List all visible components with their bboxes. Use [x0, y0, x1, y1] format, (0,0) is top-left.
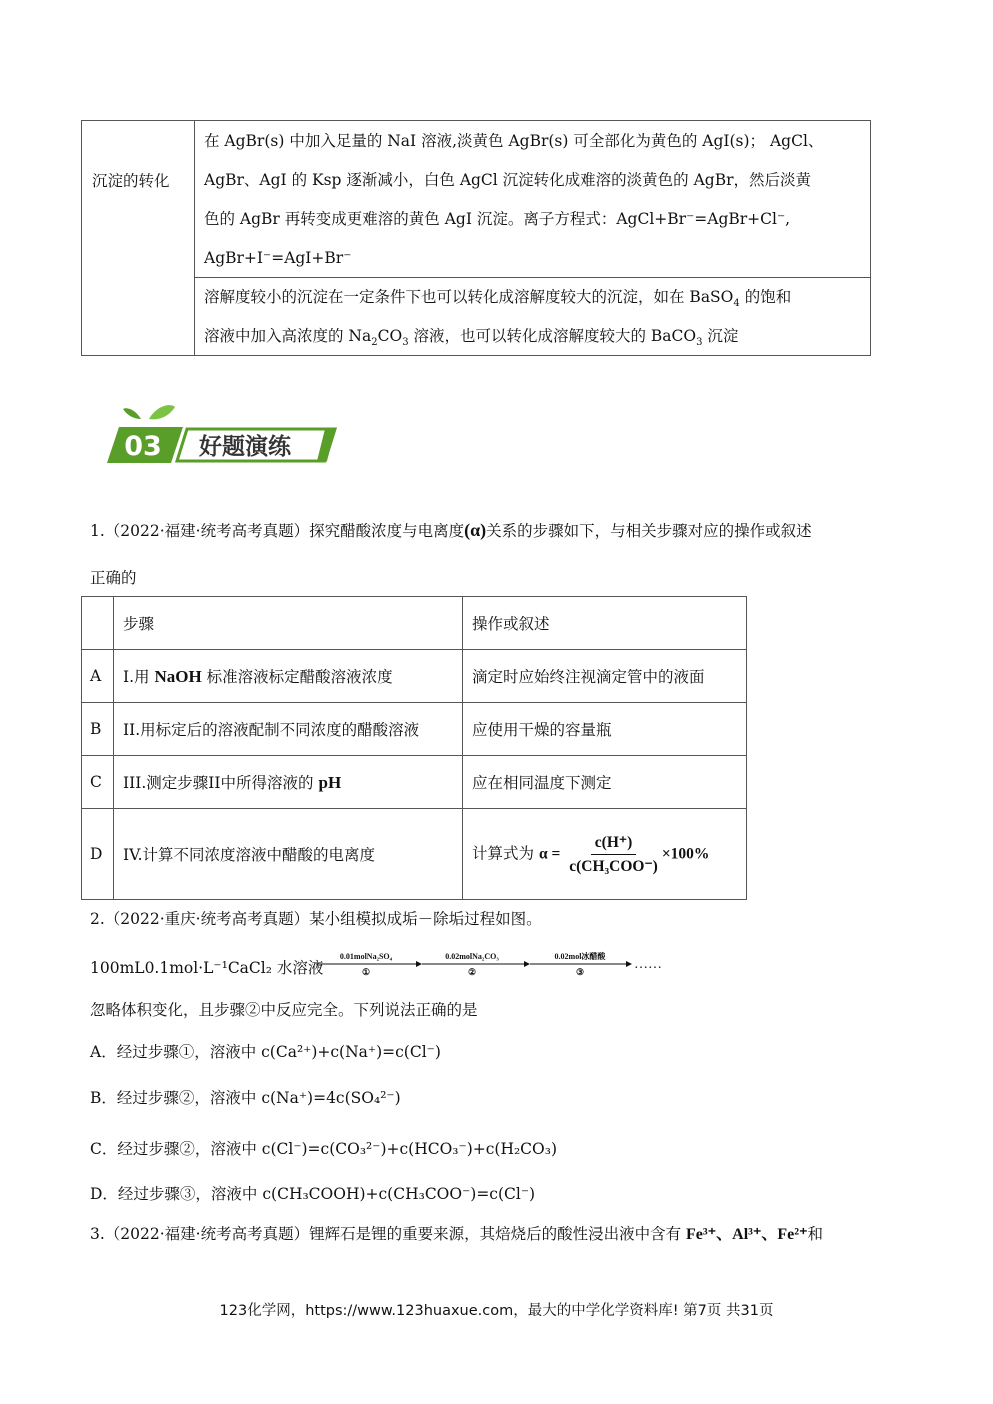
- table-row: [195, 121, 870, 278]
- section-number: 03: [124, 431, 162, 462]
- svg-text:0.01molNa₂SO₄: 0.01molNa₂SO₄: [339, 952, 393, 961]
- svg-text:0.02mol冰醋酸: 0.02mol冰醋酸: [554, 952, 606, 961]
- q2-option-a: A．经过步骤①，溶液中 c(Ca²⁺)+c(Na⁺)=c(Cl⁻): [90, 1043, 441, 1061]
- ionization-formula: $\frac{c(H^+)}{\text{c(CH₃COO⁻)}}$: [569, 833, 658, 875]
- table-row: [82, 597, 747, 650]
- section-badge: [105, 405, 345, 469]
- flow-start: 100mL0.1mol·L⁻¹CaCl₂ 水溶液: [90, 959, 324, 977]
- precipitate-conversion-table: [81, 120, 871, 356]
- table-row: [82, 756, 747, 809]
- row1-line1: 在 AgBr(s) 中加入足量的 NaI 溶液,淡黄色 AgBr(s) 可全部化为黄色的 AgI(s)； AgCl、: [204, 132, 824, 150]
- row2-line1: 溶解度较小的沉淀在一定条件下也可以转化成溶解度较大的沉淀，如在 BaSO$_4$ 的饱和: [204, 288, 792, 310]
- q2-option-b: B．经过步骤②，溶液中 c(Na⁺)=4c(SO₄²⁻): [90, 1089, 401, 1107]
- formula-lhs: α =: [538, 845, 561, 862]
- q2-stem: 2.（2022·重庆·统考高考真题）某小组模拟成垢－除垢过程如图。: [90, 910, 542, 928]
- svg-text:②: ②: [467, 967, 477, 977]
- header-cell: [82, 597, 114, 650]
- table-row: [82, 809, 747, 900]
- step-cell: IV.计算不同浓度溶液中醋酸的电离度: [114, 809, 463, 900]
- table-row: [82, 703, 747, 756]
- step-cell: III.测定步骤II中所得溶液的 pH: [114, 756, 463, 809]
- header-cell: 步骤: [114, 597, 463, 650]
- q1-stem-line2: 正确的: [90, 569, 137, 587]
- header-cell: 操作或叙述: [463, 597, 747, 650]
- table-label-cell: [82, 121, 195, 355]
- step-cell: I.用 NaOH 标准溶液标定醋酸溶液浓度: [114, 650, 463, 703]
- option-key: B: [82, 703, 114, 756]
- leaf-icon: [149, 405, 175, 419]
- svg-text:①: ①: [361, 967, 371, 977]
- section-title: 好题演练: [199, 434, 291, 460]
- operation-cell: 滴定时应始终注视滴定管中的液面: [463, 650, 747, 703]
- option-key: D: [82, 809, 114, 900]
- q2-note: 忽略体积变化，且步骤②中反应完全。下列说法正确的是: [90, 1001, 478, 1019]
- table-row: [195, 278, 870, 355]
- table-label: 沉淀的转化: [92, 172, 170, 190]
- table-row: [82, 650, 747, 703]
- q3-stem: 3.（2022·福建·统考高考真题）锂辉石是锂的重要来源，其焙烧后的酸性浸出液中含有 Fe³⁺、Al³⁺、Fe²⁺和: [90, 1225, 824, 1243]
- operation-cell: 应在相同温度下测定: [463, 756, 747, 809]
- row1-line2: AgBr、AgI 的 Ksp 逐渐减小，白色 AgCl 沉淀转化成难溶的淡黄色的 AgBr，然后淡黄: [204, 171, 812, 189]
- row1-line3: 色的 AgBr 再转变成更难溶的黄色 AgI 沉淀。离子方程式：AgCl+Br⁻=AgBr+Cl⁻,: [204, 210, 791, 228]
- q2-option-d: D．经过步骤③，溶液中 c(CH₃COOH)+c(CH₃COO⁻)=c(Cl⁻): [90, 1185, 536, 1203]
- leaf-icon: [123, 408, 141, 419]
- flow-arrows: [316, 950, 666, 980]
- row1-line4: AgBr+I⁻=AgI+Br⁻: [204, 249, 352, 267]
- q2-option-c: C．经过步骤②，溶液中 c(Cl⁻)=c(CO₃²⁻)+c(HCO₃⁻)+c(H₂CO₃): [90, 1140, 558, 1158]
- step-cell: II.用标定后的溶液配制不同浓度的醋酸溶液: [114, 703, 463, 756]
- option-key: A: [82, 650, 114, 703]
- svg-text:0.02molNa₂CO₃: 0.02molNa₂CO₃: [445, 952, 499, 961]
- operation-cell: 计算式为 α = $\frac{c(H^+)}{\text{c(CH₃COO⁻)}}$ ×100%: [463, 809, 747, 900]
- q2-flow: [90, 956, 323, 978]
- operation-cell: 应使用干燥的容量瓶: [463, 703, 747, 756]
- page-footer: 123化学网，https://www.123huaxue.com，最大的中学化学资料库! 第7页 共31页: [219, 1303, 774, 1319]
- q1-table: [81, 596, 747, 900]
- svg-text:……: ……: [634, 957, 662, 972]
- svg-text:③: ③: [575, 967, 585, 977]
- q1-stem: 1.（2022·福建·统考高考真题）探究醋酸浓度与电离度(α)关系的步骤如下，与相关步骤对应的操作或叙述: [90, 520, 812, 540]
- option-key: C: [82, 756, 114, 809]
- row2-line2: 溶液中加入高浓度的 $Na_2CO_3$ 溶液，也可以转化成溶解度较大的 BaCO$_3$ 沉淀: [204, 327, 739, 349]
